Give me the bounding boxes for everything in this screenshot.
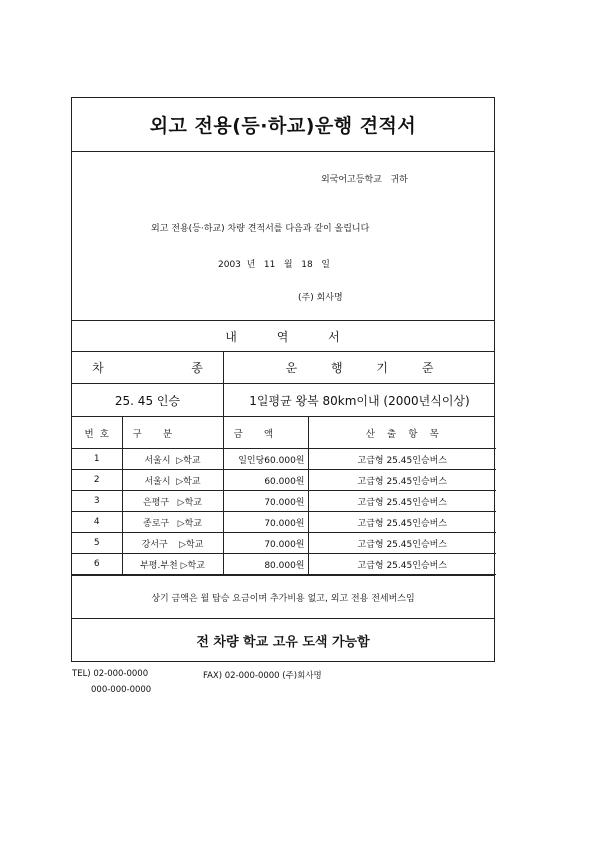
header-amount: 금 액 [223,417,308,449]
row-vehicle: 고급형 25.45인승버스 [308,449,496,470]
vehicle-info-row [72,384,494,417]
row-vehicle: 고급형 25.45인승버스 [308,533,496,554]
row-area: 은평구 ▷학교 [122,491,223,512]
vehicle-type-value: 25. 45 인승 [114,393,181,408]
vehicle-header-row [72,352,494,384]
table-row [72,449,496,470]
row-amount: 일인당60.000원 [223,449,308,470]
row-amount: 70.000원 [223,533,308,554]
section-title: 내 역 서 [72,321,494,352]
document-title: 외고 전용(등·하교)운행 견적서 [72,98,494,152]
table-row [72,554,496,575]
row-vehicle: 고급형 25.45인승버스 [308,554,496,575]
header-no: 번 호 [72,417,122,449]
row-no: 4 [72,512,122,533]
contact-tel: TEL) 02-000-0000 [72,669,149,679]
operation-basis-label: 운 행 기 준 [285,361,434,375]
row-amount: 80.000원 [223,554,308,575]
contact-fax: FAX) 02-000-0000 (주)회사명 [203,671,322,681]
row-no: 3 [72,491,122,512]
estimate-date: 2003 년 11 월 18 일 [218,260,330,270]
header-area: 구 분 [122,417,223,449]
row-no: 1 [72,449,122,470]
fare-table-header [72,417,496,449]
table-row [72,470,496,491]
row-vehicle: 고급형 25.45인승버스 [308,491,496,512]
table-row [72,533,496,554]
operation-basis-value: 1일평균 왕복 80km이내 (2000년식이상) [249,393,470,408]
row-no: 5 [72,533,122,554]
recipient-line: 외국어고등학교 귀하 [321,175,408,185]
row-no: 2 [72,470,122,491]
row-area: 서울시 ▷학교 [122,470,223,491]
row-no: 6 [72,554,122,575]
table-row [72,512,496,533]
intro-section [72,152,494,321]
row-vehicle: 고급형 25.45인승버스 [308,470,496,491]
row-amount: 70.000원 [223,491,308,512]
row-vehicle: 고급형 25.45인승버스 [308,512,496,533]
row-area: 부평.부천 ▷학교 [122,554,223,575]
table-row [72,491,496,512]
row-area: 종로구 ▷학교 [122,512,223,533]
contact-tel-secondary: 000-000-0000 [91,685,152,695]
vehicle-type-label: 차 종 [92,361,203,375]
row-area: 서울시 ▷학교 [122,449,223,470]
intro-text: 외고 전용(등·하교) 차량 견적서를 다음과 같이 올립니다 [151,224,370,234]
header-vehicle: 산 출 항 목 [308,417,496,449]
company-name: (주) 회사명 [298,293,343,303]
fare-note: 상기 금액은 월 탑승 요금이며 추가비용 없고, 외고 전용 전세버스임 [72,575,494,619]
footer-statement: 전 차량 학교 고유 도색 가능함 [196,634,370,650]
row-area: 강서구 ▷학교 [122,533,223,554]
estimate-document [71,97,495,662]
row-amount: 70.000원 [223,512,308,533]
row-amount: 60.000원 [223,470,308,491]
fare-table [72,417,496,575]
